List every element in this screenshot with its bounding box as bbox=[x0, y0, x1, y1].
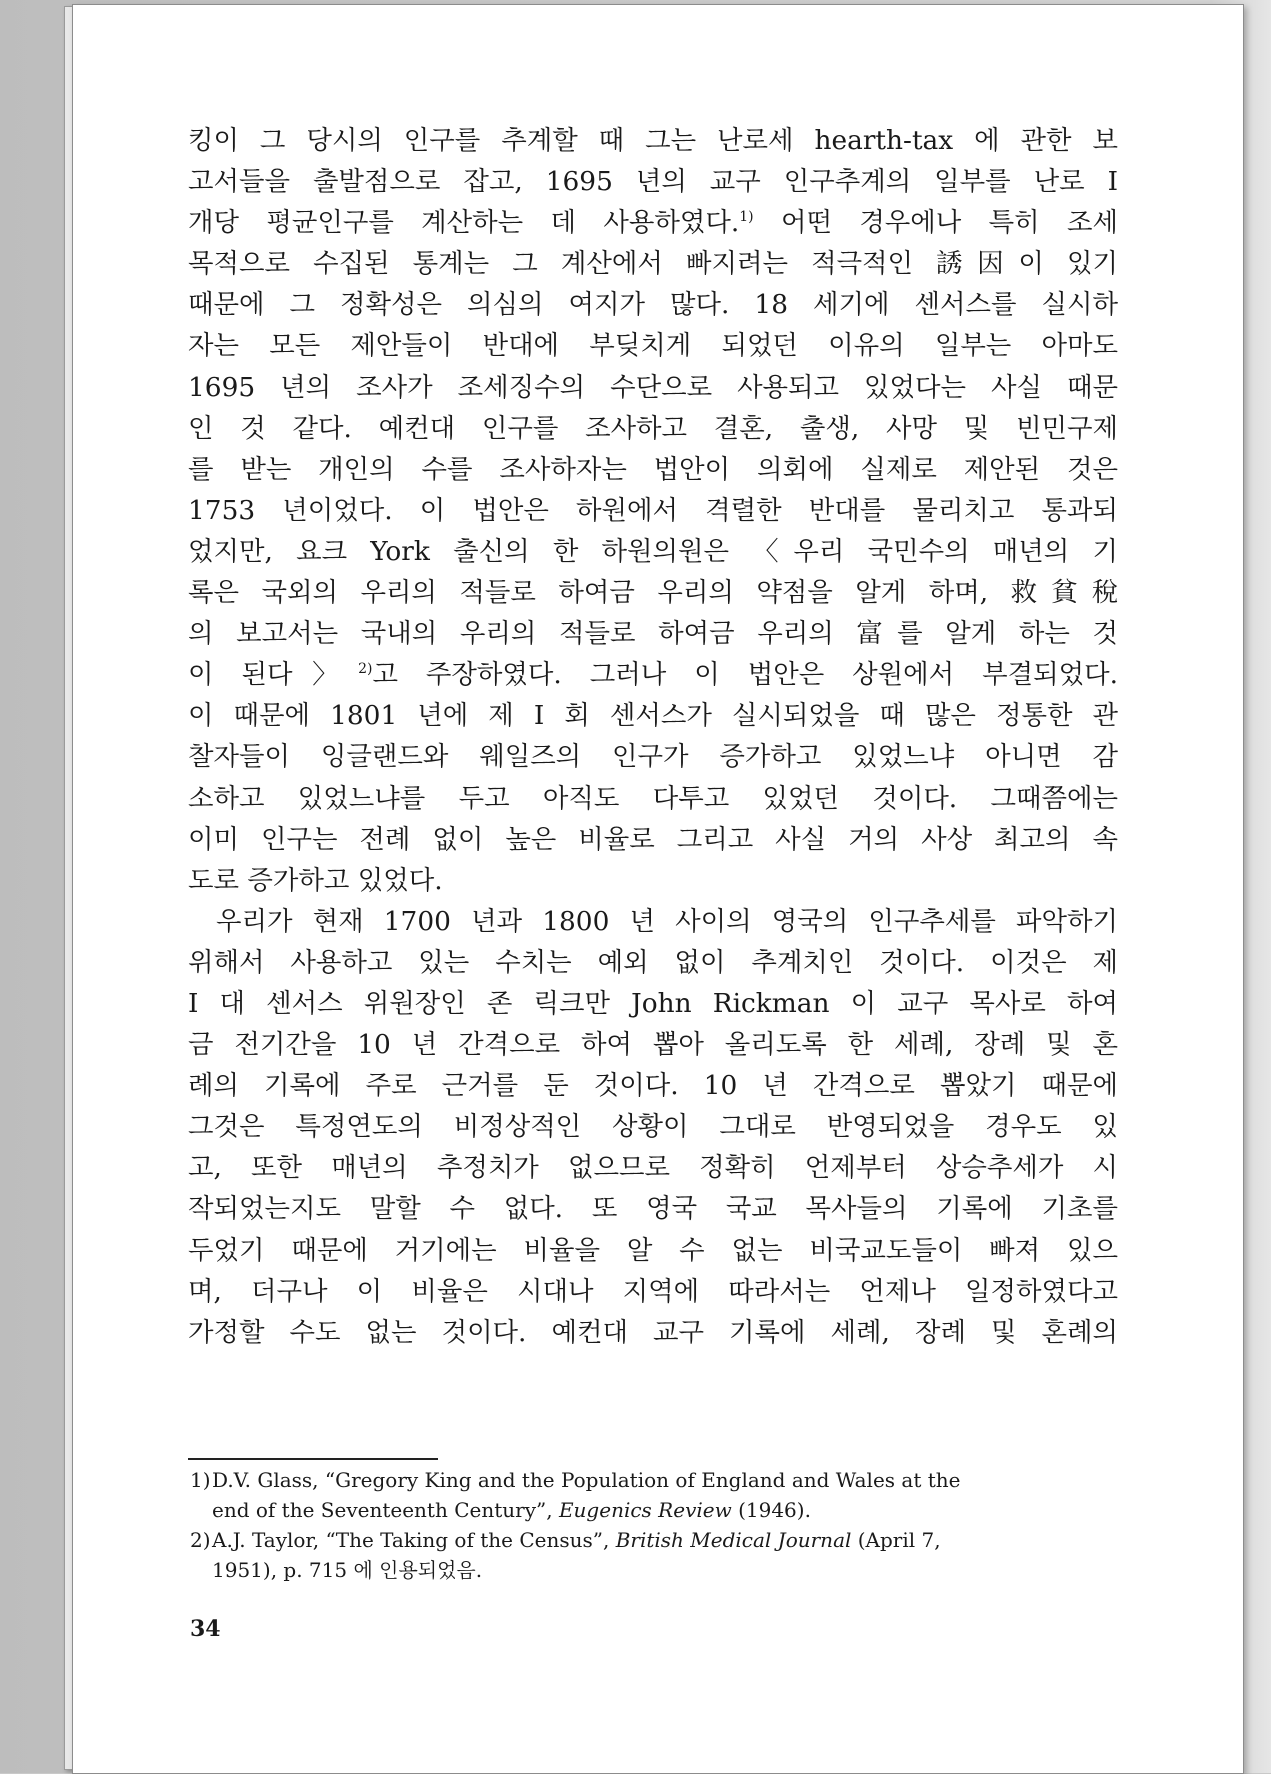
body-line bbox=[188, 654, 1118, 695]
footnote-number: 1) bbox=[190, 1468, 211, 1492]
body-line: 며, 더구나 이 비율은 시대나 지역에 따라서는 언제나 일정하였다고 bbox=[188, 1275, 1118, 1307]
body-line: 작되었는지도 말할 수 없다. 또 영국 국교 목사들의 기록에 기초를 bbox=[188, 1193, 1118, 1225]
body-line: 가정할 수도 없는 것이다. 예컨대 교구 기록에 세례, 장례 및 혼례의 bbox=[188, 1316, 1118, 1348]
footnote-number: 2) bbox=[190, 1528, 211, 1552]
body-line: 금 전기간을 10 년 간격으로 하여 뽑아 올리도록 한 세례, 장례 및 혼 bbox=[188, 1029, 1118, 1061]
body-line: 의 보고서는 국내의 우리의 적들로 하여금 우리의 富를 알게 하는 것 bbox=[188, 618, 1118, 650]
body-line-text: 고 주장하였다. 그러나 이 법안은 상원에서 부결되었다. bbox=[372, 659, 1118, 691]
footnote-text: A.J. Taylor, “The Taking of the Census”, bbox=[212, 1528, 616, 1552]
footnote-journal-title: Eugenics Review bbox=[558, 1498, 732, 1522]
body-line: 찰자들이 잉글랜드와 웨일즈의 인구가 증가하고 있었느냐 아니면 감 bbox=[188, 741, 1118, 773]
footnote-1-continued bbox=[190, 1495, 1120, 1525]
body-line: 례의 기록에 주로 근거를 둔 것이다. 10 년 간격으로 뽑았기 때문에 bbox=[188, 1070, 1118, 1102]
body-line: 도로 증가하고 있었다. bbox=[188, 864, 443, 896]
body-line: 를 받는 개인의 수를 조사하자는 법안이 의회에 실제로 제안된 것은 bbox=[188, 453, 1118, 485]
body-line: 때문에 그 정확성은 의심의 여지가 많다. 18 세기에 센서스를 실시하 bbox=[188, 289, 1118, 321]
footnote-divider bbox=[188, 1458, 438, 1460]
body-line: 고서들을 출발점으로 잡고, 1695 년의 교구 인구추계의 일부를 난로 I bbox=[188, 166, 1118, 198]
body-line-text: 개당 평균인구를 계산하는 데 사용하였다. bbox=[188, 207, 740, 239]
footnote-ref-1: 1) bbox=[739, 209, 754, 226]
body-line: 인 것 같다. 예컨대 인구를 조사하고 결혼, 출생, 사망 및 빈민구제 bbox=[188, 412, 1118, 444]
footnote-2 bbox=[190, 1525, 1120, 1555]
body-line: 었지만, 요크 York 출신의 한 하원의원은 〈우리 국민수의 매년의 기 bbox=[188, 535, 1118, 567]
body-line-text: 이 된다〉 bbox=[188, 659, 359, 691]
footnote-1 bbox=[190, 1465, 1120, 1495]
body-line: 1695 년의 조사가 조세징수의 수단으로 사용되고 있었다는 사실 때문 bbox=[188, 371, 1118, 403]
footnote-text: 1951), p. 715 에 인용되었음. bbox=[212, 1558, 483, 1582]
body-line: 고, 또한 매년의 추정치가 없으므로 정확히 언제부터 상승추세가 시 bbox=[188, 1152, 1118, 1184]
page-number: 34 bbox=[190, 1616, 221, 1642]
body-line: 1753 년이었다. 이 법안은 하원에서 격렬한 반대를 물리치고 통과되 bbox=[188, 494, 1118, 526]
body-line: 소하고 있었느냐를 두고 아직도 다투고 있었던 것이다. 그때쯤에는 bbox=[188, 782, 1118, 814]
footnote-text: (April 7, bbox=[851, 1528, 941, 1552]
body-line: I 대 센서스 위원장인 존 릭크만 John Rickman 이 교구 목사로 하여 bbox=[188, 987, 1118, 1019]
footnote-text: end of the Seventeenth Century”, bbox=[212, 1498, 559, 1522]
body-line: 록은 국외의 우리의 적들로 하여금 우리의 약점을 알게 하며, 救貧稅 bbox=[188, 577, 1118, 609]
footnote-journal-title: British Medical Journal bbox=[615, 1528, 852, 1552]
body-line: 그것은 특정연도의 비정상적인 상황이 그대로 반영되었을 경우도 있 bbox=[188, 1111, 1118, 1143]
footnote-2-continued bbox=[190, 1555, 1120, 1585]
footnote-text: (1946). bbox=[731, 1498, 811, 1522]
body-line: 이 때문에 1801 년에 제 I 회 센서스가 실시되었을 때 많은 정통한 관 bbox=[188, 700, 1118, 732]
body-line: 두었기 때문에 거기에는 비율을 알 수 없는 비국교도들이 빠져 있으 bbox=[188, 1234, 1118, 1266]
body-line: 자는 모든 제안들이 반대에 부딪치게 되었던 이유의 일부는 아마도 bbox=[188, 330, 1118, 362]
body-line: 킹이 그 당시의 인구를 추계할 때 그는 난로세 hearth-tax 에 관한 보 bbox=[188, 125, 1118, 156]
footnotes bbox=[190, 1465, 1120, 1585]
body-line bbox=[188, 202, 1118, 243]
body-line: 목적으로 수집된 통계는 그 계산에서 빠지려는 적극적인 誘因이 있기 bbox=[188, 248, 1118, 280]
footnote-ref-2: 2) bbox=[358, 661, 373, 678]
body-line: 위해서 사용하고 있는 수치는 예외 없이 추계치인 것이다. 이것은 제 bbox=[188, 946, 1118, 978]
body-line: 우리가 현재 1700 년과 1800 년 사이의 영국의 인구추세를 파악하기 bbox=[216, 905, 1118, 937]
footnote-text: D.V. Glass, “Gregory King and the Population of England and Wales at the bbox=[212, 1468, 961, 1492]
body-line-text: 어떤 경우에나 특히 조세 bbox=[753, 207, 1118, 239]
body-line: 이미 인구는 전례 없이 높은 비율로 그리고 사실 거의 사상 최고의 속 bbox=[188, 823, 1118, 855]
body-text bbox=[188, 120, 1118, 1353]
